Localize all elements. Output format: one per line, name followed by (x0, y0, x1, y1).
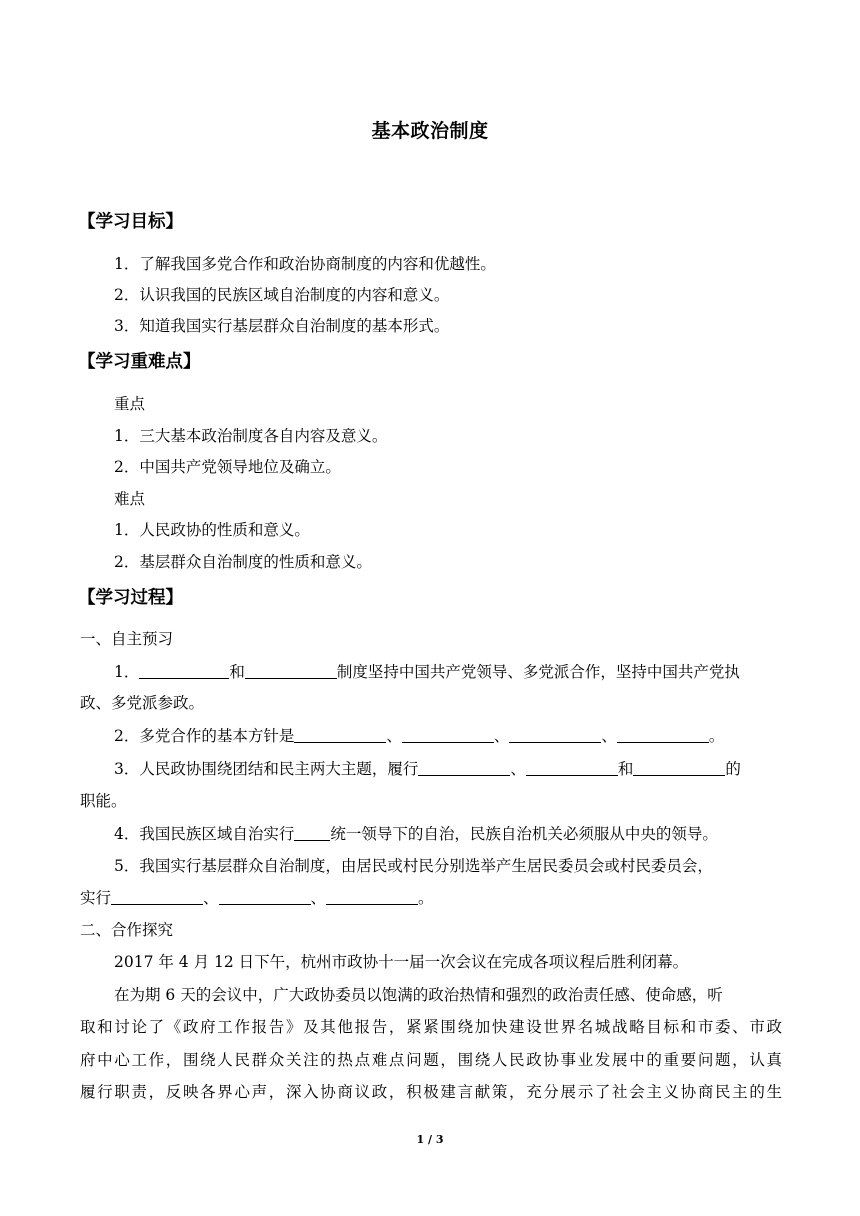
question-5 (80, 888, 434, 908)
separator: 、 (510, 760, 526, 778)
difficulty-item: 1．人民政协的性质和意义。 (114, 521, 310, 539)
goal-item: 2．认识我国的民族区域自治制度的内容和意义。 (114, 286, 450, 304)
separator: 、 (386, 727, 402, 745)
question-1 (114, 662, 740, 682)
question-5-head: 实行 (80, 889, 112, 907)
difficulty-label: 难点 (114, 490, 146, 508)
page-title: 基本政治制度 (371, 120, 489, 142)
question-3-and: 和 (617, 760, 634, 778)
answer-blank[interactable] (418, 759, 510, 776)
paragraph-line: 取和讨论了《政府工作报告》及其他报告，紧紧围绕加快建设世界名城战略目标和市委、市政 (80, 1018, 782, 1036)
answer-blank[interactable] (509, 726, 601, 743)
question-4-head: 4．我国民族区域自治实行 (114, 825, 295, 843)
question-5-line1: 5．我国实行基层群众自治制度，由居民或村民分别选举产生居民委员会或村民委员会， (114, 857, 713, 875)
answer-blank[interactable] (245, 662, 337, 679)
question-1-mid: 和 (229, 663, 245, 681)
goal-item: 1．了解我国多党合作和政治协商制度的内容和优越性。 (114, 255, 496, 273)
answer-blank[interactable] (294, 824, 330, 841)
goal-item: 3．知道我国实行基层群众自治制度的基本形式。 (114, 317, 450, 335)
question-1-tail: 制度坚持中国共产党领导、多党派合作，坚持中国共产党执 (336, 663, 740, 681)
focus-item: 2．中国共产党领导地位及确立。 (114, 458, 341, 476)
answer-blank[interactable] (633, 759, 725, 776)
section-heading-process: 【学习过程】 (78, 588, 183, 608)
part2-label: 二、合作探究 (80, 921, 174, 939)
answer-blank[interactable] (617, 726, 709, 743)
separator: 、 (310, 889, 327, 907)
section-heading-key-points: 【学习重难点】 (78, 352, 201, 372)
answer-blank[interactable] (139, 662, 229, 679)
separator: 、 (601, 727, 617, 745)
question-2-head: 2．多党合作的基本方针是 (114, 727, 295, 745)
difficulty-item: 2．基层群众自治制度的性质和意义。 (114, 553, 372, 571)
question-2 (114, 726, 724, 746)
part1-label: 一、自主预习 (80, 630, 174, 648)
paragraph: 2017 年 4 月 12 日下午，杭州市政协十一届一次会议在完成各项议程后胜利闭幕。 (114, 953, 689, 971)
question-1-num: 1． (114, 663, 140, 681)
question-4-tail: 统一领导下的自治，民族自治机关必须服从中央的领导。 (330, 825, 718, 843)
paragraph-line: 履行职责，反映各界心声，深入协商议政，积极建言献策，充分展示了社会主义协商民主的生 (80, 1083, 782, 1101)
answer-blank[interactable] (402, 726, 494, 743)
question-3 (114, 759, 741, 779)
answer-blank[interactable] (111, 888, 203, 905)
section-heading-goals: 【学习目标】 (78, 212, 183, 232)
answer-blank[interactable] (294, 726, 386, 743)
question-3-cont: 职能。 (80, 792, 127, 810)
question-5-end: 。 (418, 889, 434, 907)
focus-item: 1．三大基本政治制度各自内容及意义。 (114, 427, 388, 445)
answer-blank[interactable] (526, 759, 618, 776)
question-3-tail: 的 (725, 760, 741, 778)
answer-blank[interactable] (326, 888, 418, 905)
separator: 、 (493, 727, 510, 745)
question-3-head: 3．人民政协围绕团结和民主两大主题，履行 (114, 760, 419, 778)
question-4 (114, 824, 718, 844)
question-1-cont: 政、多党派参政。 (80, 694, 205, 712)
answer-blank[interactable] (219, 888, 311, 905)
paragraph-line: 府中心工作，围绕人民群众关注的热点难点问题，围绕人民政协事业发展中的重要问题，认真 (80, 1051, 782, 1069)
separator: 、 (203, 889, 219, 907)
question-2-end: 。 (708, 727, 725, 745)
paragraph-line: 在为期 6 天的会议中，广大政协委员以饱满的政治热情和强烈的政治责任感、使命感，听 (114, 986, 723, 1004)
page-number: 1 / 3 (416, 1133, 444, 1146)
focus-label: 重点 (114, 395, 146, 413)
